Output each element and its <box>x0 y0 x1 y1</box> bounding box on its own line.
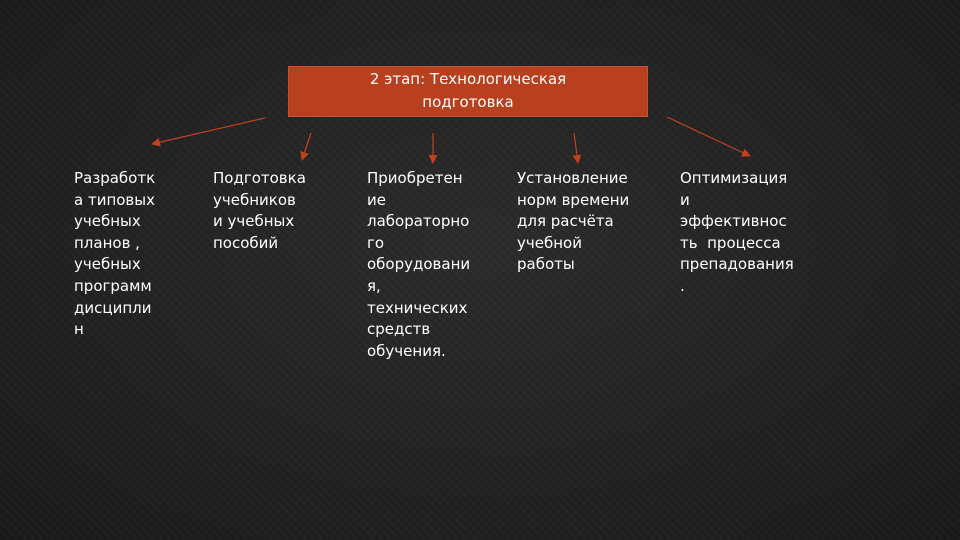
item-5-text: Оптимизация и эффективнос ть процесса препадования . <box>680 169 794 295</box>
item-3-text: Приобретен ие лабораторно го оборудовани я, технических средств обучения. <box>367 169 471 360</box>
arrow-to-item-2 <box>302 133 311 160</box>
item-1-text: Разработк а типовых учебных планов , учебных программ дисципли н <box>74 169 156 339</box>
item-4-text: Установление норм времени для расчёта учебной работы <box>517 169 630 274</box>
arrow-to-item-5 <box>667 117 750 156</box>
stage-title-line2: подготовка <box>422 93 514 111</box>
arrow-to-item-1 <box>152 118 265 144</box>
item-2-text: Подготовка учебников и учебных пособий <box>213 169 306 252</box>
arrow-to-item-4 <box>574 133 578 163</box>
stage-title-line1: 2 этап: Технологическая <box>369 70 567 88</box>
